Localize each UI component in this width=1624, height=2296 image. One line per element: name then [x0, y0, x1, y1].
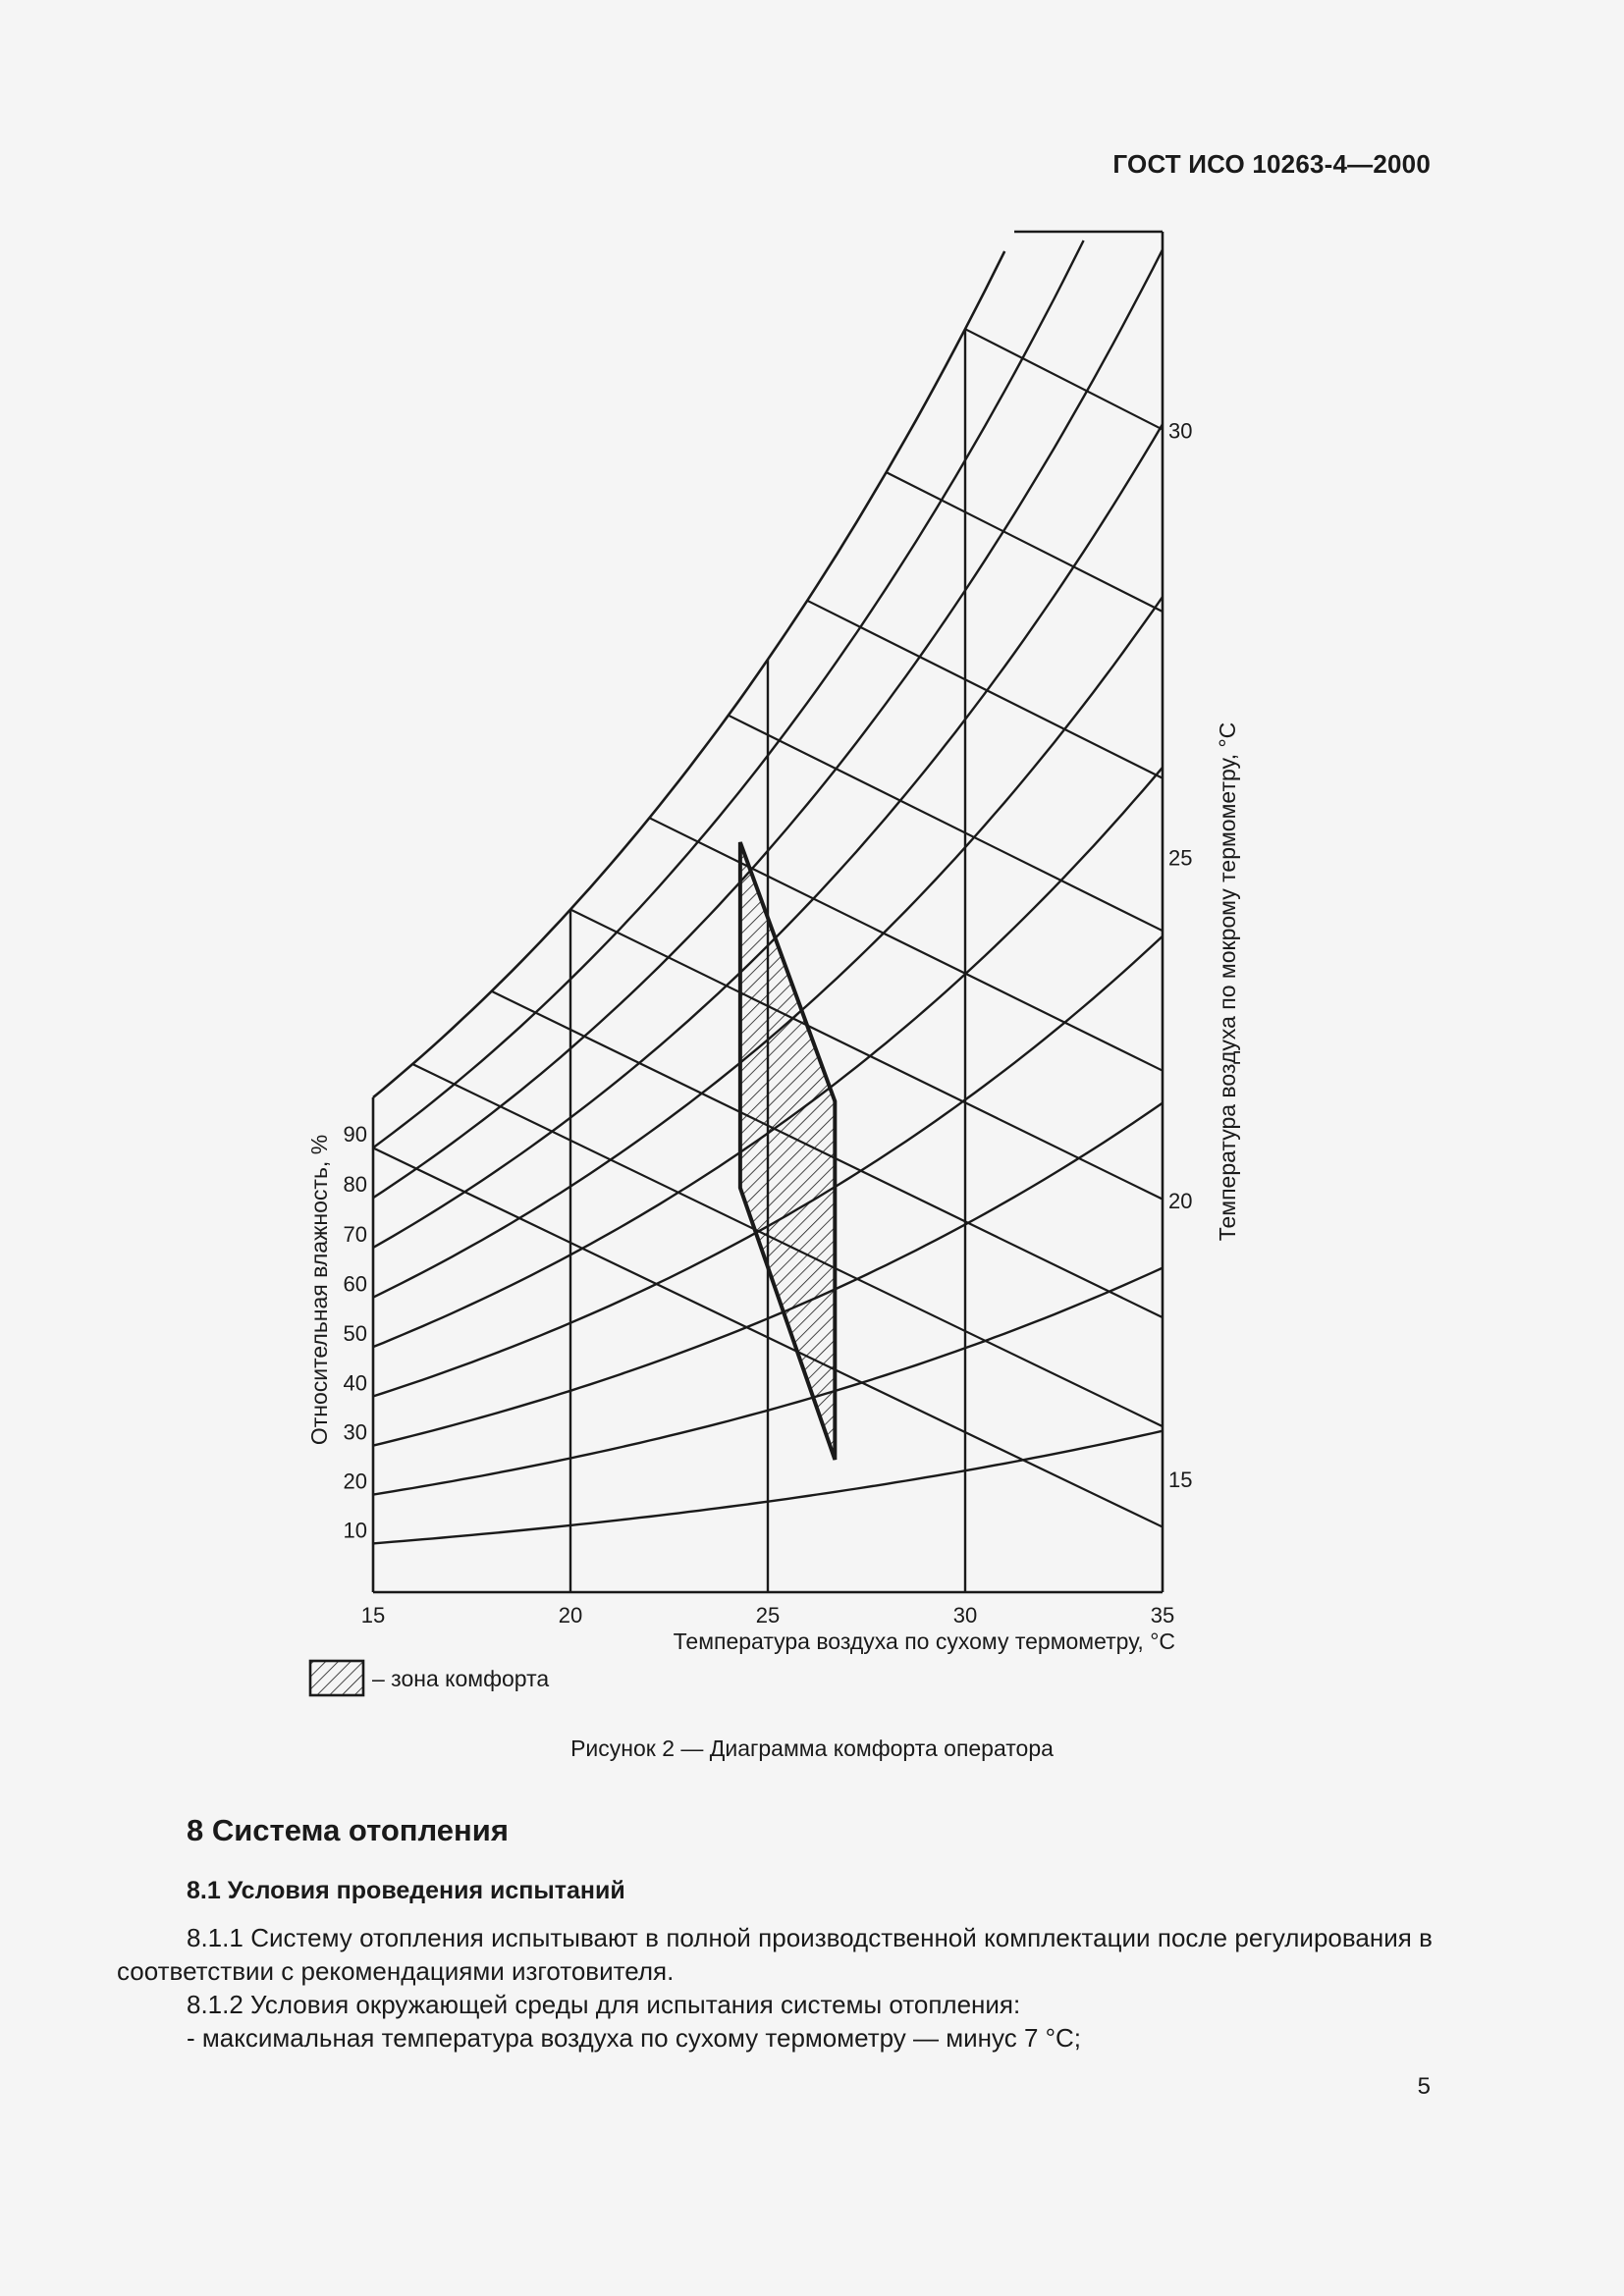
document-code: ГОСТ ИСО 10263-4—2000	[1112, 149, 1431, 179]
comfort-zone-shape	[740, 842, 835, 1460]
paragraph-8-1-1: 8.1.1 Систему отопления испытывают в полной производственной комплектации после регулирования в соответствии с рекомендациями изготовителя.	[117, 1923, 1433, 1986]
subsection-title: 8.1 Условия проведения испытаний	[187, 1877, 625, 1904]
x-tick-label: 30	[952, 1603, 978, 1628]
rh-tick-label: 30	[343, 1419, 367, 1445]
x-tick-label: 20	[558, 1603, 583, 1628]
rh-tick-label: 60	[343, 1271, 367, 1297]
x-tick-label: 35	[1150, 1603, 1175, 1628]
wet-bulb-line-18	[492, 991, 1242, 1356]
page-number: 5	[1417, 2073, 1431, 2100]
paragraph-8-1-2: 8.1.2 Условия окружающей среды для испытания системы отопления:	[187, 1990, 1021, 2019]
wet-bulb-line-32	[1044, 169, 1241, 270]
wet-bulb-tick-label: 25	[1168, 845, 1193, 871]
rh-tick-label: 80	[343, 1172, 367, 1198]
wet-bulb-tick-label: 30	[1168, 418, 1193, 444]
section-title: 8 Система отопления	[187, 1813, 509, 1847]
x-tick-label: 25	[755, 1603, 781, 1628]
rh-tick-label: 10	[343, 1518, 367, 1543]
rh-curve-90	[373, 240, 1084, 1148]
rh-tick-label: 70	[343, 1222, 367, 1248]
wet-bulb-tick-label: 15	[1168, 1467, 1193, 1492]
rh-tick-label: 50	[343, 1321, 367, 1347]
rh-tick-label: 20	[343, 1468, 367, 1494]
wet-bulb-line-24	[729, 716, 1242, 970]
wet-bulb-line-30	[965, 329, 1241, 469]
saturation-curve	[373, 251, 1004, 1097]
wet-bulb-line-28	[887, 472, 1242, 651]
legend-label: – зона комфорта	[372, 1666, 550, 1691]
legend-swatch	[310, 1661, 363, 1695]
x-axis-title: Температура воздуха по сухому термометру, °С	[673, 1629, 1175, 1654]
rh-tick-label: 90	[343, 1122, 367, 1148]
comfort-zone	[740, 842, 835, 1460]
wet-bulb-line-26	[807, 601, 1241, 818]
x-tick-label: 15	[360, 1603, 386, 1628]
figure-caption: Рисунок 2 — Диаграмма комфорта оператора	[570, 1735, 1054, 1761]
rh-tick-label: 40	[343, 1370, 367, 1396]
wet-bulb-tick-label: 20	[1168, 1189, 1193, 1214]
chart-grid	[334, 169, 1242, 1592]
left-axis-title: Относительная влажность, %	[306, 1134, 332, 1446]
right-axis-title: Температура воздуха по мокрому термометру, °С	[1215, 721, 1240, 1242]
list-item-max-temp: - максимальная температура воздуха по сухому термометру — минус 7 °С;	[187, 2023, 1082, 2053]
